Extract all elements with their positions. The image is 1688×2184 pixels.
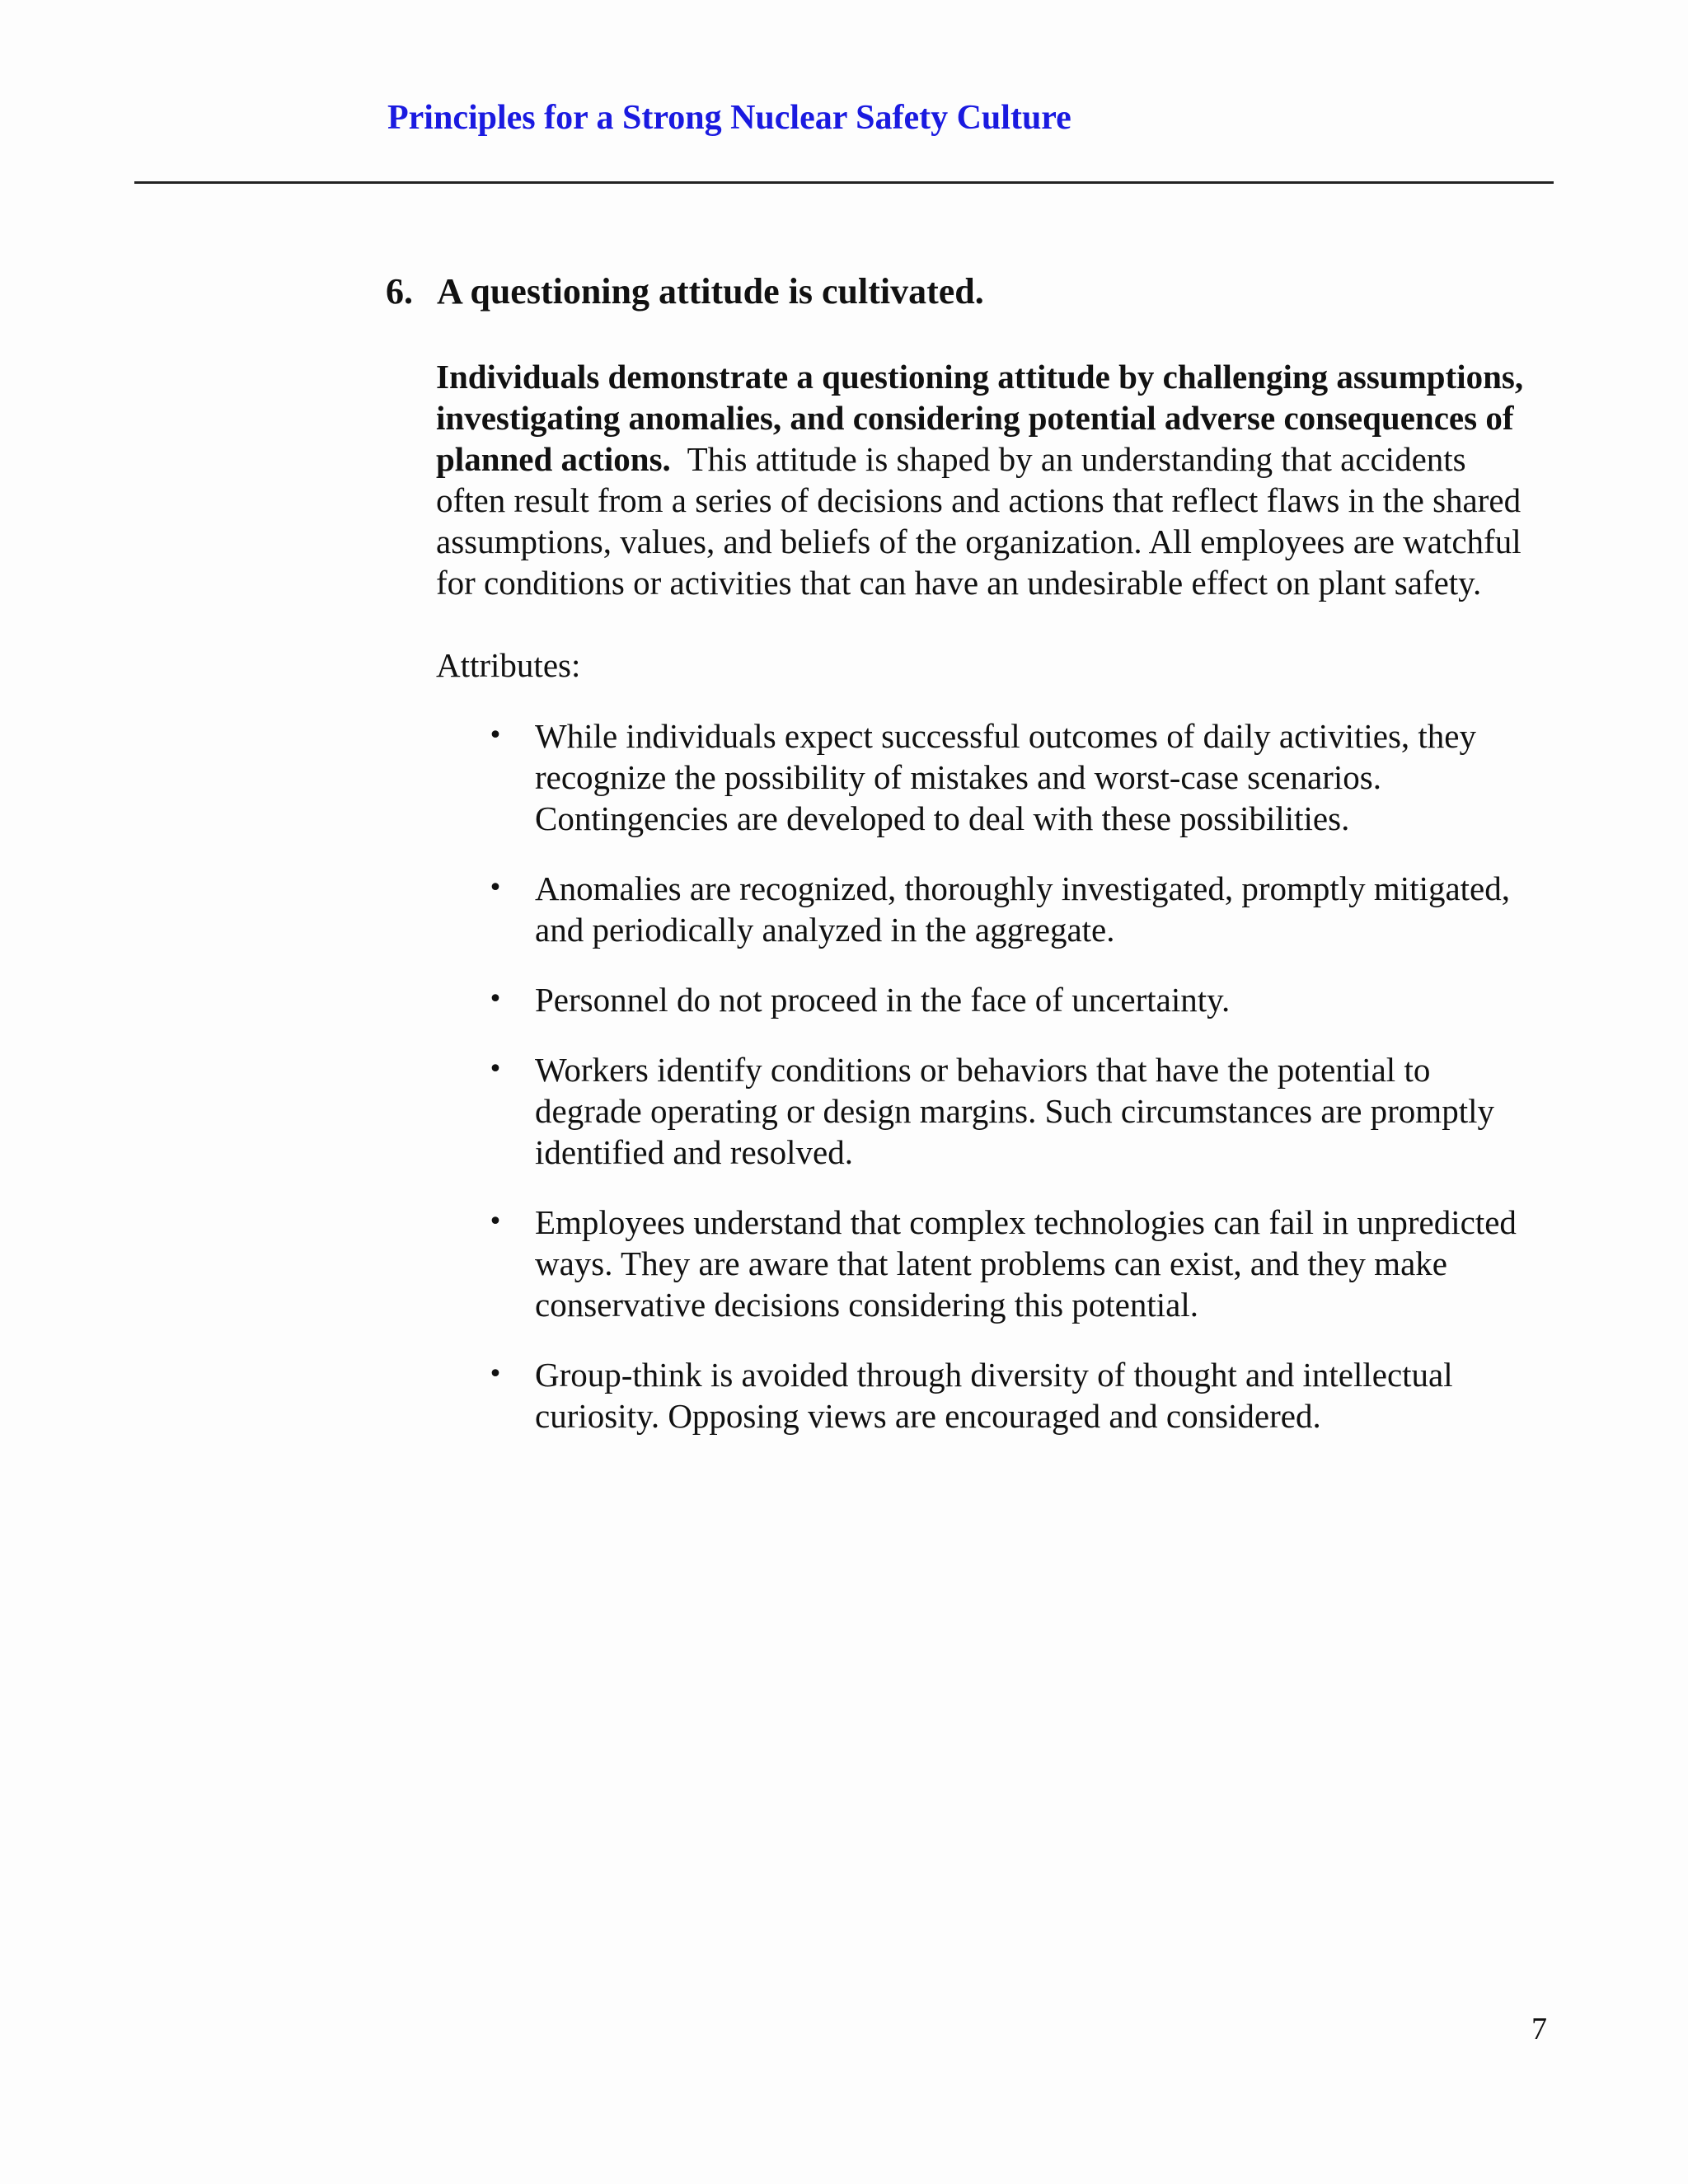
attribute-item — [436, 1202, 1532, 1325]
page-number: 7 — [1531, 2012, 1547, 2046]
section-heading — [386, 270, 984, 314]
attribute-item — [436, 715, 1532, 839]
intro-lead-sentence: Individuals demonstrate a questioning attitude by challenging assumptions, investigating anomalies, and considering potential adverse consequences of planned actions. — [436, 358, 1524, 478]
section-body — [436, 356, 1532, 1465]
attribute-text: While individuals expect successful outcomes of daily activities, they recognize the possibility of mistakes and worst-case scenarios. Contingencies are developed to deal with these possibilities. — [535, 717, 1476, 837]
attribute-item — [436, 1354, 1532, 1436]
bullet-icon: • — [488, 721, 503, 750]
attributes-list — [436, 715, 1532, 1436]
bullet-icon: • — [488, 874, 503, 902]
attribute-item — [436, 1049, 1532, 1173]
attribute-text: Workers identify conditions or behaviors that have the potential to degrade operating or design margins. Such circumstances are promptly identified and resolved. — [535, 1051, 1494, 1171]
section-title: A questioning attitude is cultivated. — [437, 271, 984, 312]
attribute-text: Anomalies are recognized, thoroughly investigated, promptly mitigated, and periodically analyzed in the aggregate. — [535, 869, 1510, 949]
bullet-icon: • — [488, 1360, 503, 1389]
attributes-label: Attributes: — [436, 646, 581, 684]
attribute-item — [436, 979, 1532, 1020]
bullet-icon: • — [488, 1055, 503, 1084]
intro-paragraph — [436, 356, 1532, 603]
attribute-text: Group-think is avoided through diversity of thought and intellectual curiosity. Opposing views are encouraged and considered. — [535, 1356, 1453, 1435]
intro-body-text: This attitude is shaped by an understanding that accidents often result from a series of decisions and actions that reflect flaws in the shared assumptions, values, and beliefs of the organization. All employees are watchful for conditions or activities that can have an undesirable effect on plant safety. — [436, 440, 1522, 602]
header-divider — [134, 181, 1554, 184]
running-header-title: Principles for a Strong Nuclear Safety Culture — [387, 99, 1071, 137]
section-number: 6. — [386, 271, 413, 312]
bullet-icon: • — [488, 1207, 503, 1236]
attribute-text: Personnel do not proceed in the face of uncertainty. — [535, 981, 1231, 1019]
attribute-item — [436, 868, 1532, 950]
bullet-icon: • — [488, 985, 503, 1014]
attribute-text: Employees understand that complex technologies can fail in unpredicted ways. They are aware that latent problems can exist, and they make conservative decisions considering this potential. — [535, 1203, 1517, 1324]
